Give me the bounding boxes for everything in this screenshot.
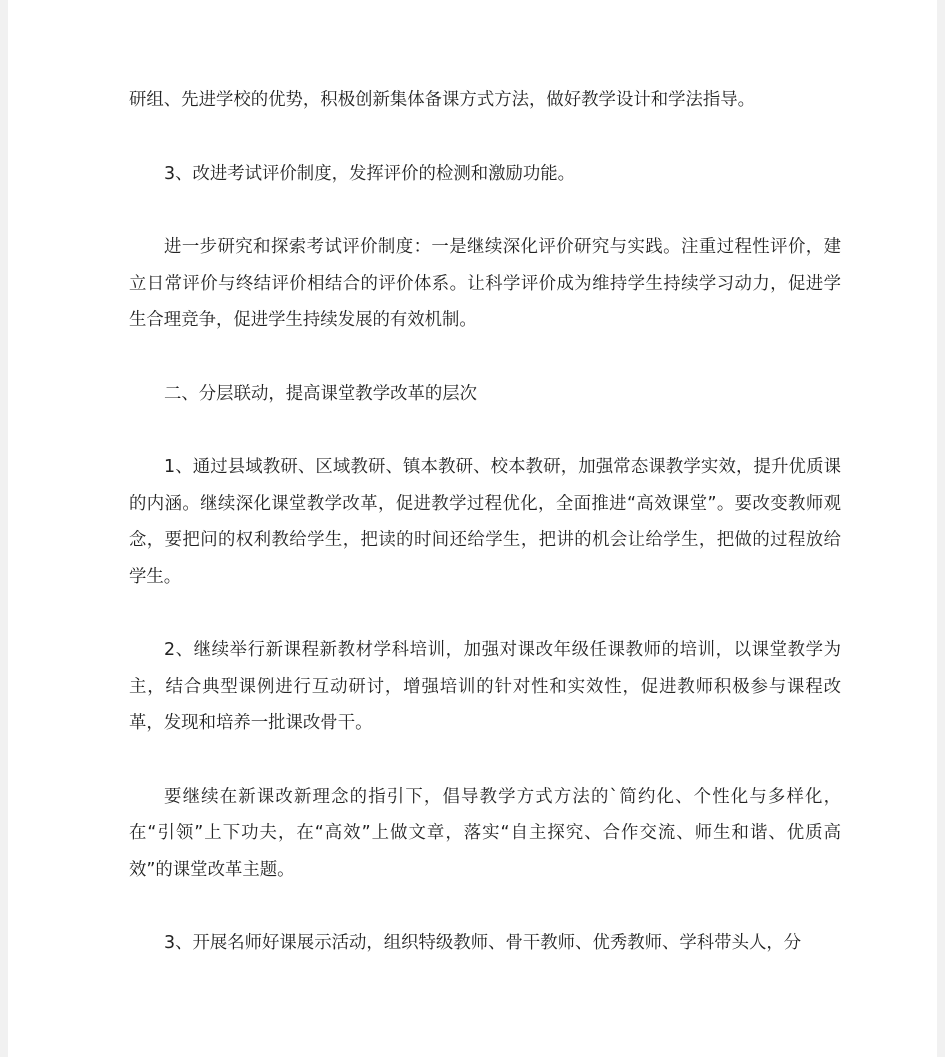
paragraph-item-1-teaching-research: 1、通过县域教研、区域教研、镇本教研、校本教研，加强常态课教学实效，提升优质课的内涵。继续深化课堂教学改革，促进教学过程优化，全面推进“高效课堂”。要改变教师观念，要把问的权利教给学生，把读的时间还给学生，把讲的机会让给学生，把做的过程放给学生。 <box>129 457 841 587</box>
section-heading-2: 二、分层联动，提高课堂教学改革的层次 <box>164 383 478 404</box>
paragraph-new-curriculum: 要继续在新课改新理念的指引下，倡导教学方式方法的`简约化、个性化与多样化，在“引领”上下功夫，在“高效”上做文章，落实“自主探究、合作交流、师生和谐、优质高效”的课堂改革主题。 <box>129 786 841 880</box>
document-page <box>8 0 937 1057</box>
paragraph-exam-evaluation-detail: 进一步研究和探索考试评价制度：一是继续深化评价研究与实践。注重过程性评价，建立日常评价与终结评价相结合的评价体系。让科学评价成为维持学生持续学习动力，促进学生合理竞争，促进学生持续发展的有效机制。 <box>129 237 841 330</box>
paragraph-continuation: 研组、先进学校的优势，积极创新集体备课方式方法，做好教学设计和学法指导。 <box>129 90 756 110</box>
document-body <box>129 82 841 962</box>
paragraph-item-3-showcase: 3、开展名师好课展示活动，组织特级教师、骨干教师、优秀教师、学科带头人，分 <box>164 933 802 953</box>
paragraph-item-3-exam-evaluation: 3、改进考试评价制度，发挥评价的检测和激励功能。 <box>164 163 576 184</box>
paragraph-item-2-training: 2、继续举行新课程新教材学科培训，加强对课改年级任课教师的培训，以课堂教学为主，结合典型课例进行互动研讨，增强培训的针对性和实效性，促进教师积极参与课程改革，发现和培养一批课改骨干。 <box>129 640 841 733</box>
